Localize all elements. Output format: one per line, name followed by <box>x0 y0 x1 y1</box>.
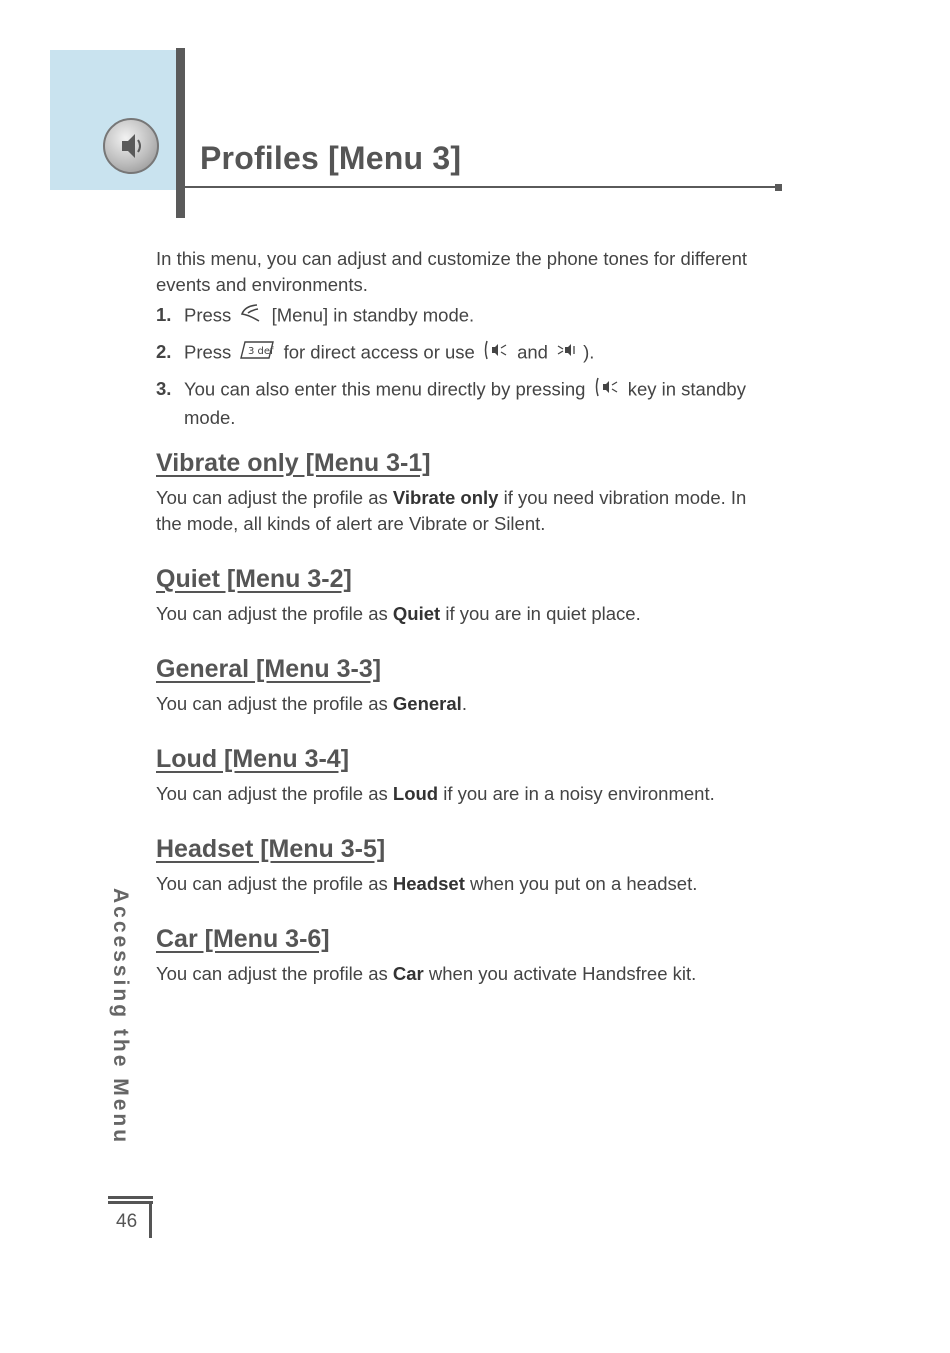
profile-speaker-icon <box>103 118 159 174</box>
key-3-icon <box>239 340 275 367</box>
section-title: Car [Menu 3-6] <box>156 925 330 953</box>
page-title: Profiles [Menu 3] <box>200 140 462 176</box>
step-text: You can also enter this menu directly by pressing <box>184 378 586 400</box>
menu-softkey-icon <box>239 302 263 331</box>
text-bold: General <box>392 693 462 714</box>
section-title: Quiet [Menu 3-2] <box>156 565 352 593</box>
text-pre: You can adjust the profile as <box>156 603 388 624</box>
text-post: if you are in a noisy environment. <box>443 783 715 804</box>
section-title: General [Menu 3-3] <box>156 655 382 683</box>
text-pre: You can adjust the profile as <box>156 783 388 804</box>
step-text: ). <box>583 341 595 363</box>
text-post: if you are in quiet place. <box>445 603 641 624</box>
text-bold: Quiet <box>392 603 441 624</box>
step-item <box>156 376 776 431</box>
step-text: and <box>517 341 548 363</box>
footer-bar <box>108 1196 153 1199</box>
step-item <box>156 302 776 331</box>
steps-list <box>156 302 776 431</box>
text-bold: Loud <box>392 783 439 804</box>
section-general <box>156 653 776 717</box>
step-text: [Menu] in standby mode. <box>271 304 475 326</box>
text-post: when you activate Handsfree kit. <box>428 963 697 984</box>
section-text <box>156 485 776 537</box>
text-post: when you put on a headset. <box>470 873 698 894</box>
step-number: 1. <box>156 304 172 325</box>
text-pre: You can adjust the profile as <box>156 963 388 984</box>
step-text: key in standby mode. <box>184 378 746 428</box>
step-text: for direct access or use <box>283 341 475 363</box>
section-text <box>156 781 776 807</box>
section-title: Headset [Menu 3-5] <box>156 835 386 863</box>
page-content <box>156 246 776 987</box>
left-nav-key-icon <box>594 376 620 405</box>
text-bold: Vibrate only <box>392 487 499 508</box>
right-nav-key-icon <box>556 339 580 368</box>
step-text: Press <box>184 304 232 326</box>
step-number: 2. <box>156 341 172 362</box>
text-post: if you need vibration mode. In the mode, all kinds of alert are Vibrate or Silent. <box>156 487 747 534</box>
section-headset <box>156 833 776 897</box>
intro-text: In this menu, you can adjust and customize the phone tones for different events and environments. <box>156 248 747 295</box>
title-underline-end <box>775 184 782 191</box>
header-vertical-bar <box>176 48 185 218</box>
section-text <box>156 871 776 897</box>
step-number: 3. <box>156 378 172 399</box>
side-chapter-label: Accessing the Menu <box>109 888 132 1146</box>
page-number: 46 <box>116 1211 138 1232</box>
section-vibrate-only <box>156 447 776 537</box>
footer-vertical-line <box>149 1204 152 1238</box>
left-nav-key-icon <box>483 339 509 368</box>
header-color-block <box>50 50 176 190</box>
footer-bar <box>108 1201 153 1204</box>
section-text <box>156 961 776 987</box>
text-post: . <box>461 693 467 714</box>
section-quiet <box>156 563 776 627</box>
step-item <box>156 339 776 368</box>
text-pre: You can adjust the profile as <box>156 487 388 508</box>
section-title: Loud [Menu 3-4] <box>156 745 350 773</box>
section-text <box>156 691 776 717</box>
title-underline <box>185 186 777 188</box>
step-text: Press <box>184 341 232 363</box>
svg-text:3 def: 3 def <box>248 346 274 357</box>
section-title: Vibrate only [Menu 3-1] <box>156 449 431 477</box>
text-pre: You can adjust the profile as <box>156 693 388 714</box>
section-loud <box>156 743 776 807</box>
text-bold: Car <box>392 963 424 984</box>
section-car <box>156 923 776 987</box>
text-pre: You can adjust the profile as <box>156 873 388 894</box>
text-bold: Headset <box>392 873 465 894</box>
section-text <box>156 601 776 627</box>
